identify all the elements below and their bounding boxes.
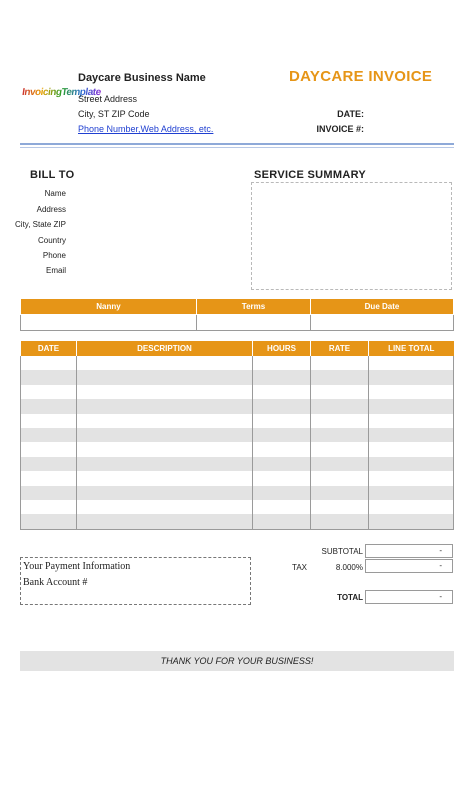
hours-cell[interactable] xyxy=(253,385,311,399)
line-item-row xyxy=(21,385,454,399)
description-cell[interactable] xyxy=(77,471,253,485)
total-label: TOTAL xyxy=(337,593,363,602)
due-date-cell[interactable] xyxy=(311,315,454,331)
date-cell[interactable] xyxy=(21,370,77,384)
line-total-cell[interactable] xyxy=(369,514,454,529)
line-item-row xyxy=(21,356,454,370)
line-item-row xyxy=(21,500,454,514)
bill-to-country-label: Country xyxy=(37,236,66,245)
hours-cell[interactable] xyxy=(253,414,311,428)
hours-cell[interactable] xyxy=(253,457,311,471)
line-item-row xyxy=(21,457,454,471)
hours-cell[interactable] xyxy=(253,442,311,456)
city-line: City, ST ZIP Code xyxy=(78,109,150,119)
date-cell[interactable] xyxy=(21,500,77,514)
bill-to-email-label: Email xyxy=(45,266,66,275)
hours-cell[interactable] xyxy=(253,356,311,370)
tax-value: - xyxy=(365,559,453,573)
description-cell[interactable] xyxy=(77,428,253,442)
payment-info-box[interactable] xyxy=(20,557,251,605)
date-cell[interactable] xyxy=(21,385,77,399)
description-cell[interactable] xyxy=(77,514,253,529)
description-cell[interactable] xyxy=(77,414,253,428)
hours-cell[interactable] xyxy=(253,500,311,514)
total-value: - xyxy=(365,590,453,604)
service-summary-heading: SERVICE SUMMARY xyxy=(254,169,367,181)
hours-cell[interactable] xyxy=(253,370,311,384)
line-total-cell[interactable] xyxy=(369,385,454,399)
rate-cell[interactable] xyxy=(311,457,369,471)
tax-label: TAX xyxy=(292,563,307,572)
description-cell[interactable] xyxy=(77,356,253,370)
date-cell[interactable] xyxy=(21,514,77,529)
description-cell[interactable] xyxy=(77,457,253,471)
tax-rate[interactable]: 8.000% xyxy=(335,563,363,572)
hours-cell[interactable] xyxy=(253,486,311,500)
bill-to-address-label: Address xyxy=(36,205,66,214)
due-date-header: Due Date xyxy=(311,299,454,315)
description-cell[interactable] xyxy=(77,385,253,399)
rate-cell[interactable] xyxy=(311,414,369,428)
rate-column-header: RATE xyxy=(311,341,369,356)
hours-cell[interactable] xyxy=(253,471,311,485)
description-cell[interactable] xyxy=(77,442,253,456)
bill-to-phone-label: Phone xyxy=(42,251,66,260)
rate-cell[interactable] xyxy=(311,471,369,485)
rate-cell[interactable] xyxy=(311,356,369,370)
description-cell[interactable] xyxy=(77,486,253,500)
line-total-cell[interactable] xyxy=(369,457,454,471)
service-summary-box[interactable] xyxy=(251,182,452,290)
rate-cell[interactable] xyxy=(311,442,369,456)
rate-cell[interactable] xyxy=(311,514,369,529)
line-total-cell[interactable] xyxy=(369,399,454,413)
bank-account-line: Bank Account # xyxy=(23,577,88,588)
line-items-table xyxy=(20,341,454,530)
line-item-row xyxy=(21,399,454,413)
line-item-row xyxy=(21,486,454,500)
date-cell[interactable] xyxy=(21,399,77,413)
header-divider-thin xyxy=(20,147,454,148)
description-cell[interactable] xyxy=(77,370,253,384)
date-cell[interactable] xyxy=(21,414,77,428)
logo-text: InvoicingTemplate xyxy=(21,87,102,98)
line-item-row xyxy=(21,414,454,428)
nanny-terms-table xyxy=(20,298,454,331)
contact-link[interactable]: Phone Number,Web Address, etc. xyxy=(78,124,214,134)
rate-cell[interactable] xyxy=(311,486,369,500)
line-total-cell[interactable] xyxy=(369,370,454,384)
description-cell[interactable] xyxy=(77,399,253,413)
payment-info-line: Your Payment Information xyxy=(23,561,131,572)
rate-cell[interactable] xyxy=(311,399,369,413)
bill-to-name-label: Name xyxy=(44,189,66,198)
line-total-cell[interactable] xyxy=(369,486,454,500)
description-cell[interactable] xyxy=(77,500,253,514)
line-total-cell[interactable] xyxy=(369,500,454,514)
line-item-row xyxy=(21,428,454,442)
date-column-header: DATE xyxy=(21,341,77,356)
subtotal-label: SUBTOTAL xyxy=(321,547,363,556)
hours-cell[interactable] xyxy=(253,428,311,442)
rate-cell[interactable] xyxy=(311,385,369,399)
line-total-cell[interactable] xyxy=(369,356,454,370)
invoice-number-label: INVOICE #: xyxy=(316,124,364,134)
nanny-cell[interactable] xyxy=(21,315,197,331)
date-cell[interactable] xyxy=(21,457,77,471)
line-item-row xyxy=(21,514,454,529)
line-total-cell[interactable] xyxy=(369,471,454,485)
line-total-column-header: LINE TOTAL xyxy=(369,341,454,356)
header-divider xyxy=(20,143,454,145)
line-item-row xyxy=(21,471,454,485)
terms-cell[interactable] xyxy=(197,315,311,331)
line-total-cell[interactable] xyxy=(369,414,454,428)
thank-you-banner: THANK YOU FOR YOUR BUSINESS! xyxy=(20,651,454,671)
date-cell[interactable] xyxy=(21,356,77,370)
rate-cell[interactable] xyxy=(311,370,369,384)
date-cell[interactable] xyxy=(21,471,77,485)
date-cell[interactable] xyxy=(21,486,77,500)
line-item-row xyxy=(21,442,454,456)
hours-column-header: HOURS xyxy=(253,341,311,356)
rate-cell[interactable] xyxy=(311,428,369,442)
bill-to-heading: BILL TO xyxy=(30,169,75,181)
date-cell[interactable] xyxy=(21,442,77,456)
hours-cell[interactable] xyxy=(253,514,311,529)
date-label: DATE: xyxy=(337,109,364,119)
subtotal-value: - xyxy=(365,544,453,558)
rate-cell[interactable] xyxy=(311,500,369,514)
nanny-header: Nanny xyxy=(21,299,197,315)
bill-to-city-label: City, State ZIP xyxy=(15,220,66,229)
company-logo xyxy=(20,80,102,106)
line-total-cell[interactable] xyxy=(369,428,454,442)
invoice-title: DAYCARE INVOICE xyxy=(289,68,433,85)
business-name: Daycare Business Name xyxy=(78,72,206,84)
line-item-row xyxy=(21,370,454,384)
terms-header: Terms xyxy=(197,299,311,315)
street-address: Street Address xyxy=(78,94,138,104)
line-total-cell[interactable] xyxy=(369,442,454,456)
hours-cell[interactable] xyxy=(253,399,311,413)
description-column-header: DESCRIPTION xyxy=(77,341,253,356)
date-cell[interactable] xyxy=(21,428,77,442)
